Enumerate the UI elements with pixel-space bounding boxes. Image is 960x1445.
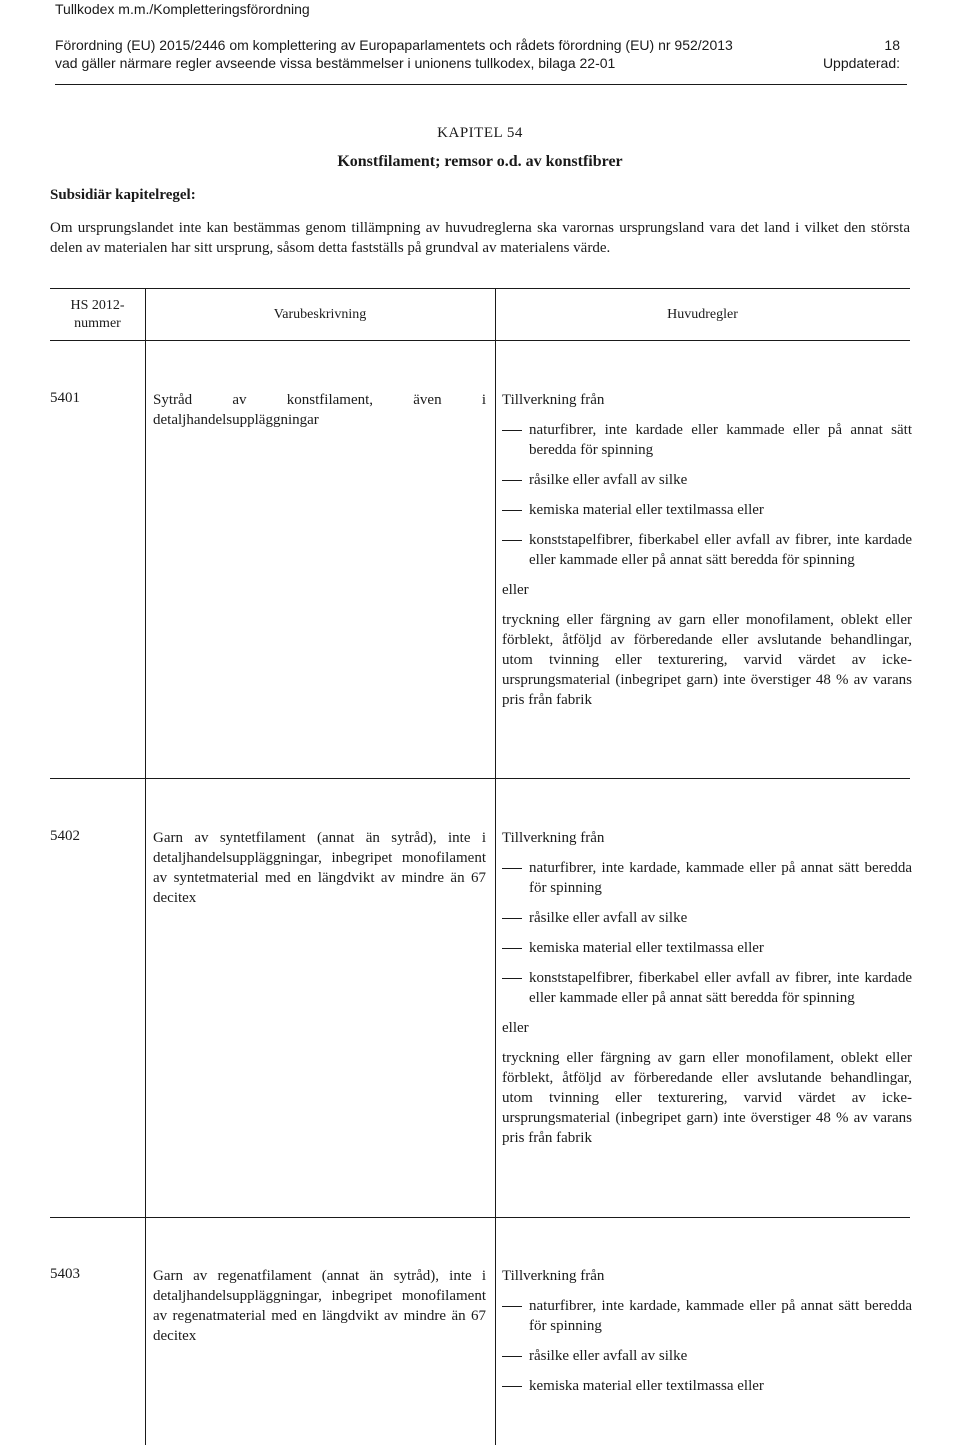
rule-item — [502, 500, 912, 520]
rule-item-text: konststapelfibrer, fiberkabel eller avfall av fibrer, inte kardade eller kammade eller på annat sätt beredda för spinning — [529, 532, 912, 568]
updated-label: Uppdaterad: — [822, 55, 900, 71]
dash-mark — [502, 480, 522, 481]
dash-mark — [502, 540, 522, 541]
dash-mark — [502, 510, 522, 511]
column-divider-1 — [145, 288, 146, 1445]
origin-rules — [502, 390, 912, 710]
rule-item-text: råsilke eller avfall av silke — [529, 472, 688, 488]
rule-lead: Tillverkning från — [502, 392, 605, 408]
site-title: Tullkodex m.m./Kompletteringsförordning — [55, 1, 310, 17]
regulation-title-line-1: Förordning (EU) 2015/2446 om komplettering av Europaparlamentets och rådets förordning (EU) nr 952/2013 — [55, 37, 733, 53]
column-header-rules: Huvudregler — [667, 307, 738, 322]
hs-code: 5403 — [50, 1266, 80, 1282]
dash-mark — [502, 948, 522, 949]
rule-or: eller — [502, 582, 529, 598]
rule-item-text: kemiska material eller textilmassa eller — [529, 940, 764, 956]
dash-mark — [502, 918, 522, 919]
column-header-hs — [50, 297, 145, 333]
rule-item-text: naturfibrer, inte kardade, kammade eller på annat sätt beredda för spinning — [529, 860, 912, 896]
rule-lead: Tillverkning från — [502, 830, 605, 846]
dash-mark — [502, 1386, 522, 1387]
rule-item — [502, 938, 912, 958]
subsidiary-rule-label: Subsidiär kapitelregel: — [50, 187, 196, 203]
column-divider-2 — [495, 288, 496, 1445]
rule-item-text: naturfibrer, inte kardade, kammade eller på annat sätt beredda för spinning — [529, 1298, 912, 1334]
rule-item — [502, 470, 912, 490]
table-header-rule — [50, 340, 910, 341]
dash-mark — [502, 1306, 522, 1307]
chapter-number: KAPITEL 54 — [437, 125, 523, 141]
rule-item-text: kemiska material eller textilmassa eller — [529, 502, 764, 518]
hs-code: 5401 — [50, 390, 80, 406]
subsidiary-rule-text: Om ursprungslandet inte kan bestämmas genom tillämpning av huvudreglerna ska varornas ursprungsland vara det land i vilket den största delen av materialen har sitt ursprung, såsom detta fastställs på grundval av materialens värde. — [50, 220, 910, 256]
rule-item — [502, 858, 912, 898]
rule-alternative: tryckning eller färgning av garn eller monofilament, oblekt eller förblekt, åtföljd av förberedande eller avslutande behandlingar, utom tvinning eller texturering, varvid värdet av icke-ursprungsmaterial (inbegripet garn) inte överstiger 48 % av varans pris från fabrik — [502, 1050, 912, 1146]
hs-code: 5402 — [50, 828, 80, 844]
rule-item — [502, 420, 912, 460]
goods-description: Sytråd av konstfilament, även i detaljhandelsuppläggningar — [153, 392, 486, 428]
column-header-description: Varubeskrivning — [273, 307, 367, 322]
hs-header-line-1: HS 2012- — [70, 298, 125, 313]
dash-mark — [502, 868, 522, 869]
rule-item — [502, 1376, 912, 1396]
origin-rules — [502, 1266, 912, 1406]
rule-item — [502, 968, 912, 1008]
page-header — [0, 0, 960, 86]
row-divider — [50, 778, 910, 779]
rule-lead: Tillverkning från — [502, 1268, 605, 1284]
rule-item-text: råsilke eller avfall av silke — [529, 910, 688, 926]
goods-description: Garn av syntetfilament (annat än sytråd), inte i detaljhandelsuppläggningar, inbegripet monofilament av syntetmaterial med en längdvikt av mindre än 67 decitex — [153, 830, 486, 906]
dash-mark — [502, 1356, 522, 1357]
rule-item-text: råsilke eller avfall av silke — [529, 1348, 688, 1364]
origin-rules — [502, 828, 912, 1148]
hs-header-line-2: nummer — [74, 316, 121, 331]
rule-item-text: kemiska material eller textilmassa eller — [529, 1378, 764, 1394]
chapter-title: Konstfilament; remsor o.d. av konstfibrer — [337, 153, 623, 170]
rule-item — [502, 908, 912, 928]
rule-item — [502, 1346, 912, 1366]
rule-item — [502, 530, 912, 570]
regulation-title-line-2: vad gäller närmare regler avseende vissa bestämmelser i unionens tullkodex, bilaga 22-01 — [55, 55, 616, 71]
dash-mark — [502, 978, 522, 979]
rule-item-text: naturfibrer, inte kardade eller kammade eller på annat sätt beredda för spinning — [529, 422, 912, 458]
header-divider — [55, 84, 907, 85]
page-number: 18 — [884, 37, 900, 53]
rule-or: eller — [502, 1020, 529, 1036]
rule-item — [502, 1296, 912, 1336]
table-top-rule — [50, 288, 910, 289]
row-divider — [50, 1217, 910, 1218]
rule-alternative: tryckning eller färgning av garn eller monofilament, oblekt eller förblekt, åtföljd av förberedande eller avslutande behandlingar, utom tvinning eller texturering, varvid värdet av icke-ursprungsmaterial (inbegripet garn) inte överstiger 48 % av varans pris från fabrik — [502, 612, 912, 708]
rule-item-text: konststapelfibrer, fiberkabel eller avfall av fibrer, inte kardade eller kammade eller på annat sätt beredda för spinning — [529, 970, 912, 1006]
goods-description: Garn av regenatfilament (annat än sytråd), inte i detaljhandelsuppläggningar, inbegripet monofilament av regenatmaterial med en längdvikt av mindre än 67 decitex — [153, 1268, 486, 1344]
dash-mark — [502, 430, 522, 431]
